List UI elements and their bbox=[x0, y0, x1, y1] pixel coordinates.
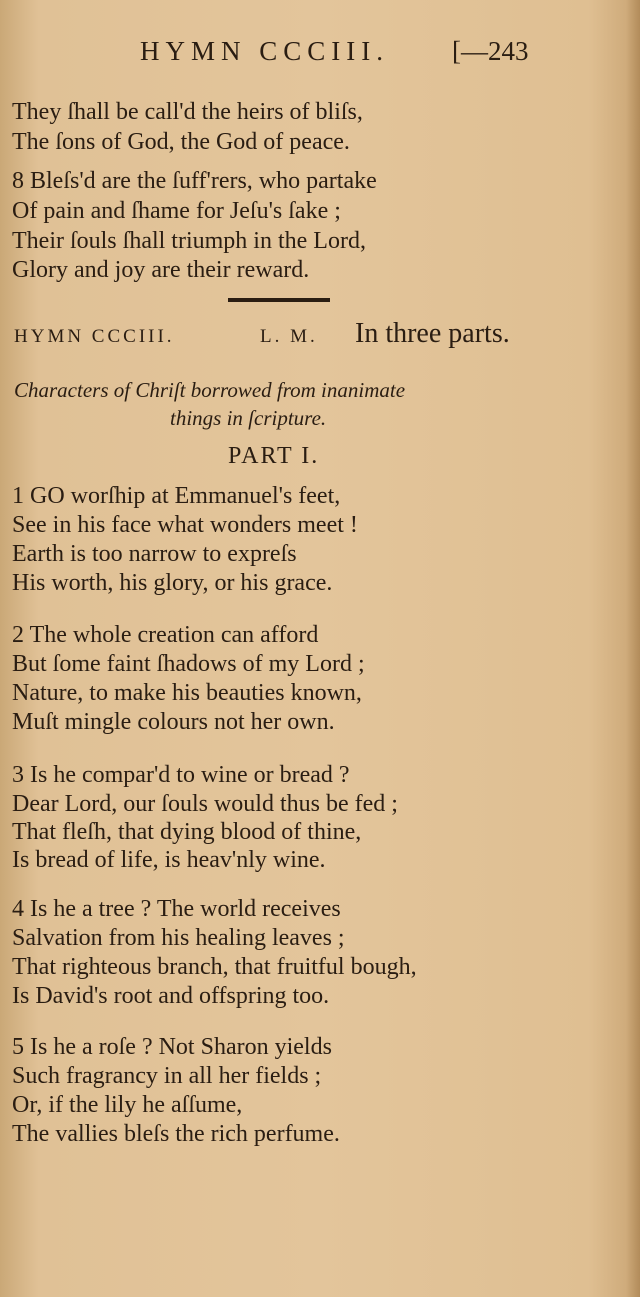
section-divider bbox=[228, 298, 330, 302]
continuation-line: The ſons of God, the God of peace. bbox=[12, 129, 350, 155]
verse-line: The vallies bleſs the rich perfume. bbox=[12, 1121, 340, 1147]
continuation-line: Their ſouls ſhall triumph in the Lord, bbox=[12, 228, 366, 254]
verse-line: Is bread of life, is heav'nly wine. bbox=[12, 847, 326, 873]
verse-line: 5 Is he a roſe ? Not Sharon yields bbox=[12, 1034, 332, 1060]
verse-line: 1 GO worſhip at Emmanuel's feet, bbox=[12, 483, 341, 509]
hymn-subtitle: Characters of Chriſt borrowed from inanimate bbox=[14, 378, 406, 402]
verse-line: 3 Is he compar'd to wine or bread ? bbox=[12, 762, 350, 788]
page-header bbox=[0, 36, 640, 76]
verse-line: Salvation from his healing leaves ; bbox=[12, 925, 345, 951]
continuation-line: They ſhall be call'd the heirs of bliſs, bbox=[12, 99, 363, 125]
verse-line: 2 The whole creation can afford bbox=[12, 622, 319, 648]
continuation-line: Glory and joy are their reward. bbox=[12, 257, 310, 283]
page-edge-shadow bbox=[626, 0, 640, 1297]
hymn-meter: L. M. bbox=[260, 326, 318, 347]
continuation-line: Of pain and ſhame for Jeſu's ſake ; bbox=[12, 198, 341, 224]
verse-line: Such fragrancy in all her fields ; bbox=[12, 1063, 322, 1089]
hymn-heading bbox=[12, 318, 632, 356]
verse-line: Dear Lord, our ſouls would thus be fed ; bbox=[12, 791, 398, 817]
verse-line: His worth, his glory, or his grace. bbox=[12, 570, 333, 596]
verse-line: 4 Is he a tree ? The world receives bbox=[12, 896, 341, 922]
verse-line: See in his face what wonders meet ! bbox=[12, 512, 358, 538]
verse-line: Is David's root and offspring too. bbox=[12, 983, 330, 1009]
running-head: HYMN CCCIII. bbox=[140, 36, 390, 66]
verse-line: That righteous branch, that fruitful bough, bbox=[12, 954, 417, 980]
page-number: [—243 bbox=[452, 36, 529, 66]
continuation-line: 8 Bleſs'd are the ſuff'rers, who partake bbox=[12, 168, 377, 194]
hymn-subtitle: things in ſcripture. bbox=[170, 406, 327, 430]
hymn-number: HYMN CCCIII. bbox=[14, 326, 175, 347]
verse-line: But ſome faint ſhadows of my Lord ; bbox=[12, 651, 365, 677]
verse-line: Earth is too narrow to expreſs bbox=[12, 541, 297, 567]
verse-line: That fleſh, that dying blood of thine, bbox=[12, 819, 362, 845]
verse-line: Nature, to make his beauties known, bbox=[12, 680, 362, 706]
verse-line: Muſt mingle colours not her own. bbox=[12, 709, 335, 735]
hymn-parts-note: In three parts. bbox=[355, 318, 510, 349]
verse-line: Or, if the lily he aſſume, bbox=[12, 1092, 243, 1118]
part-title: PART I. bbox=[228, 443, 320, 469]
